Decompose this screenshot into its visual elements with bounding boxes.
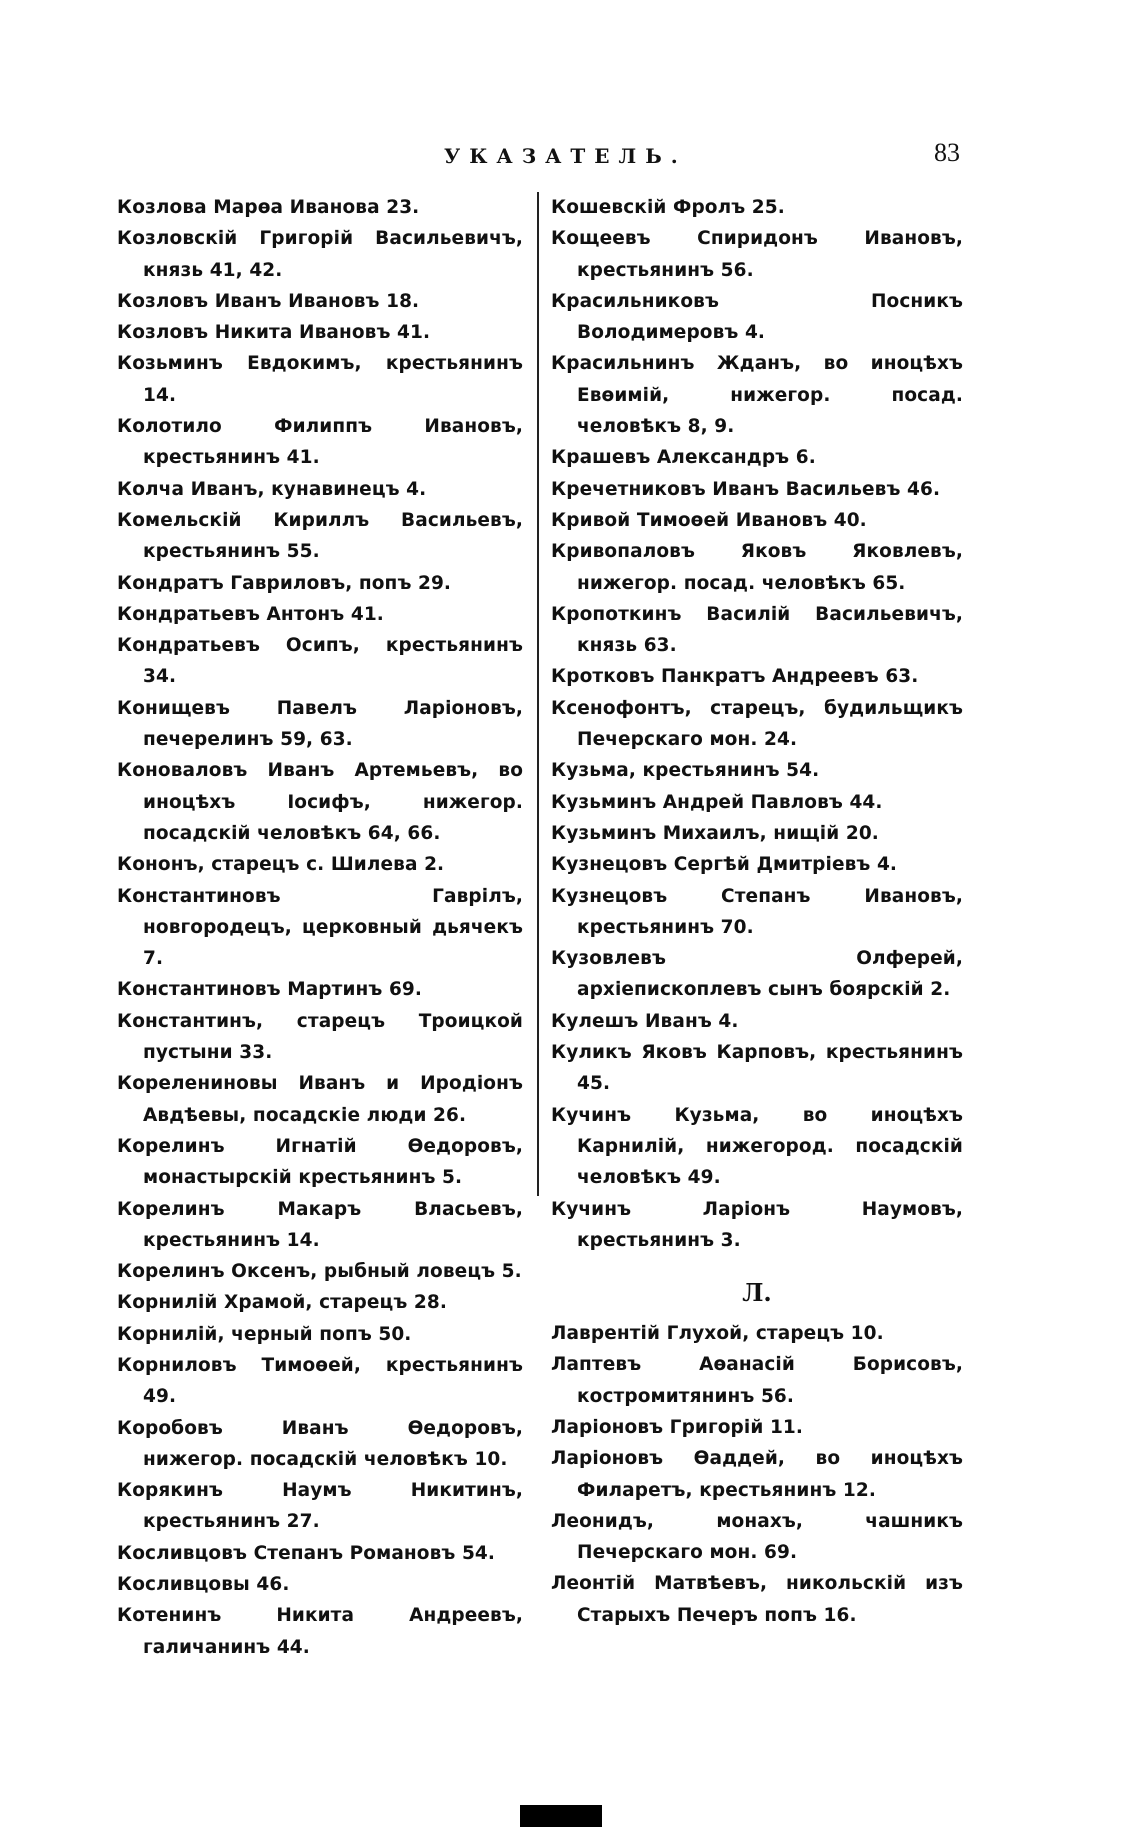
index-entry: Лаптевъ Аѳанасій Борисовъ, костромитянинъ 56. [551, 1354, 963, 1407]
index-entry: Кучинъ Ларіонъ Наумовъ, крестьянинъ 3. [551, 1198, 963, 1251]
index-entry: Корнилій Храмой, старецъ 28. [117, 1292, 447, 1314]
index-entry: Кулешъ Иванъ 4. [551, 1010, 739, 1032]
right-l-entries [551, 1318, 963, 1631]
index-entry: Лаврентій Глухой, старецъ 10. [551, 1323, 884, 1345]
index-entry: Кондратьевъ Осипъ, крестьянинъ 34. [117, 635, 523, 688]
scan-edge-mark [520, 1805, 602, 1827]
index-entry: Кротковъ Панкратъ Андреевъ 63. [551, 666, 919, 688]
index-entry: Корниловъ Тимоѳей, крестьянинъ 49. [117, 1354, 523, 1408]
index-entry: Коробовъ Иванъ Ѳедоровъ, нижегор. посадскій человѣкъ 10. [117, 1417, 523, 1470]
index-entry: Кондратьевъ Антонъ 41. [117, 603, 384, 625]
index-entry: Красильнинъ Жданъ, во иноцѣхъ Евѳимій, нижегор. посад. человѣкъ 8, 9. [551, 353, 963, 438]
index-entry: Кошевскій Фролъ 25. [551, 197, 785, 218]
index-entry: Козловъ Никита Ивановъ 41. [117, 322, 431, 344]
index-entry: Кондратъ Гавриловъ, попъ 29. [117, 572, 452, 594]
page-title: УКАЗАТЕЛЬ. [444, 144, 687, 168]
index-entry: Корякинъ Наумъ Никитинъ, крестьянинъ 27. [117, 1480, 523, 1533]
index-entry: Корелинъ Оксенъ, рыбный ловецъ 5. [117, 1261, 522, 1283]
index-entry: Ксенофонтъ, старецъ, будильщикъ Печерскаго мон. 24. [551, 697, 963, 751]
index-entry: Кривопаловъ Яковъ Яковлевъ, нижегор. посад. человѣкъ 65. [551, 541, 963, 594]
index-entry: Коноваловъ Иванъ Артемьевъ, во иноцѣхъ Іосифъ, нижегор. посадскій человѣкъ 64, 66. [117, 760, 523, 844]
index-entry: Константинъ, старецъ Троицкой пустыни 33. [117, 1010, 523, 1064]
index-entry: Корелинъ Игнатій Ѳедоровъ, монастырскій крестьянинъ 5. [117, 1135, 523, 1189]
index-entry: Козьминъ Евдокимъ, крестьянинъ 14. [117, 353, 523, 406]
index-entry: Крашевъ Александръ 6. [551, 447, 816, 469]
index-entry: Косливцовъ Степанъ Романовъ 54. [117, 1542, 496, 1564]
index-entry: Козлова Марѳа Иванова 23. [117, 197, 420, 218]
index-entry: Леонидъ, монахъ, чашникъ Печерскаго мон. 69. [551, 1510, 963, 1564]
index-entry: Козловскій Григорій Васильевичъ, князь 41, 42. [117, 228, 523, 281]
index-entry: Кривой Тимоѳей Ивановъ 40. [551, 509, 867, 531]
index-entry: Красильниковъ Посникъ Володимеровъ 4. [551, 290, 963, 344]
page-header [0, 138, 1140, 178]
index-entry: Ларіоновъ Ѳаддей, во иноцѣхъ Филаретъ, крестьянинъ 12. [551, 1448, 963, 1501]
right-k-entries [551, 192, 963, 1256]
index-entry: Корелениновы Иванъ и Иродіонъ Авдѣевы, посадскіе люди 26. [117, 1073, 523, 1126]
index-entry: Константиновъ Мартинъ 69. [117, 979, 423, 1001]
index-entry: Корнилій, черный попъ 50. [117, 1323, 412, 1345]
index-entry: Котенинъ Никита Андреевъ, галичанинъ 44. [117, 1605, 523, 1658]
index-entry: Комельскій Кириллъ Васильевъ, крестьянинъ 55. [117, 509, 523, 563]
index-entry: Козловъ Иванъ Ивановъ 18. [117, 290, 420, 312]
index-entry: Кузнецовъ Степанъ Ивановъ, крестьянинъ 70. [551, 885, 963, 938]
index-entry: Леонтій Матвѣевъ, никольскій изъ Старыхъ Печеръ попъ 16. [551, 1573, 963, 1626]
index-entry: Кречетниковъ Иванъ Васильевъ 46. [551, 478, 941, 500]
index-entry: Кузнецовъ Сергѣй Дмитріевъ 4. [551, 854, 898, 876]
index-entry: Корелинъ Макаръ Власьевъ, крестьянинъ 14. [117, 1198, 523, 1251]
index-entry: Кропоткинъ Василій Васильевичъ, князь 63. [551, 603, 963, 657]
index-entry: Кучинъ Кузьма, во иноцѣхъ Карнилій, нижегород. посадскій человѣкъ 49. [551, 1104, 963, 1189]
index-entry: Колотило Филиппъ Ивановъ, крестьянинъ 41. [117, 416, 523, 469]
index-entry: Кузьминъ Андрей Павловъ 44. [551, 791, 883, 813]
index-entry: Ларіоновъ Григорій 11. [551, 1416, 804, 1438]
column-divider [537, 192, 539, 1196]
index-entry: Колча Иванъ, кунавинецъ 4. [117, 478, 427, 500]
page-number: 83 [934, 138, 960, 167]
index-entry: Константиновъ Гаврілъ, новгородецъ, церковный дьячекъ 7. [117, 885, 523, 970]
index-entry: Косливцовы 46. [117, 1574, 290, 1596]
index-entry: Конищевъ Павелъ Ларіоновъ, печерелинъ 59, 63. [117, 697, 523, 751]
index-entry: Кузьминъ Михаилъ, нищій 20. [551, 822, 879, 844]
index-entry: Кощеевъ Спиридонъ Ивановъ, крестьянинъ 56. [551, 228, 963, 281]
index-entry: Кононъ, старецъ с. Шилева 2. [117, 854, 445, 876]
right-column [551, 192, 963, 1631]
index-entry: Кузовлевъ Олферей, архіепископлевъ сынъ боярскій 2. [551, 948, 963, 1001]
index-entry: Куликъ Яковъ Карповъ, крестьянинъ 45. [551, 1042, 963, 1095]
left-column [117, 192, 523, 1663]
index-entry: Кузьма, крестьянинъ 54. [551, 760, 820, 782]
section-letter-heading: Л. [742, 1278, 772, 1308]
